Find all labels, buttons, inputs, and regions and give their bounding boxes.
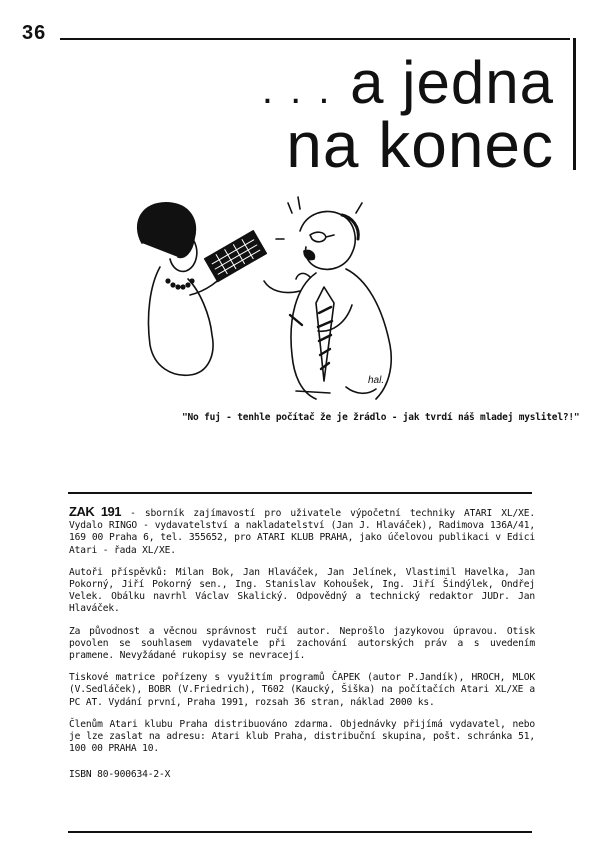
colophon-distribution: Členům Atari klubu Praha distribuováno zdarma. Objednávky přijímá vydavatel, nebo je lze zaslat na adresu: Atari klub Praha, distribuční skupina, pošt. schránka 51, 100 00 PRAHA 10. [69,718,535,755]
man-arm-left [264,281,300,293]
colophon-printing: Tiskové matrice pořízeny s využitím programů ČAPEK (autor P.Jandík), HROCH, MLOK (V.Sedláček), BOBR (V.Friedrich), T602 (Kaucký, Šiška) na počítačích Atari XL/XE a PC AT. Vydání první, Praha 1991, rozsah 36 stran, náklad 2000 ks. [69,672,535,708]
colophon-publisher [69,506,535,557]
publication-code: ZAK 191 [69,504,122,519]
woman-body [148,267,213,375]
isbn: ISBN 80-900634-2-X [69,769,171,781]
colophon-authors: Autoři příspěvků: Milan Bok, Jan Hlaváček, Jan Jelínek, Vlastimil Havelka, Jan Pokorný, Jiří Pokorný sen., Ing. Stanislav Kohoušek, Ing. Jiří Šindýlek, Ondřej Velek. Obálku navrhl Václav Skalický. Odpovědný a technický redaktor JUDr. Jan Hlaváček. [69,566,535,615]
cartoon-signature: hal. [368,375,385,386]
man-head [300,212,355,270]
colophon-top-rule [68,492,532,494]
header-rule [60,38,570,40]
title-line-2: na konec [286,109,554,181]
keyboard-icon [205,231,266,282]
cartoon-caption: "No fuj - tenhle počítač že je žrádlo - jak tvrdí náš mladej myslitel?!" [182,412,580,423]
title-text-1: a jedna [350,49,554,116]
man-hair [342,215,358,239]
title-ellipsis: . . . [261,68,333,112]
woman-hair [138,203,196,258]
colophon [69,506,535,792]
colophon-bottom-rule [68,831,532,833]
motion-lines [276,197,362,279]
man-glasses [310,232,334,242]
woman-necklace [165,278,194,289]
title-line-1 [262,48,554,117]
ground-line [296,387,376,393]
page-number: 36 [22,22,47,44]
header-side-rule [573,38,576,170]
colophon-rights: Za původnost a věcnou správnost ručí autor. Neprošlo jazykovou úpravou. Otisk povolen se souhlasem vydavatele při zachování autorských práv a s uvedením pramene. Nevyžádané rukopisy se nevracejí. [69,625,535,662]
man-mouth [304,250,314,259]
publisher-text: - sborník zajímavostí pro uživatele výpočetní techniky ATARI XL/XE. Vydalo RINGO - vydavatelství a nakladatelství (Jan J. Hlaváček), Radimova 136A/41, 169 00 Praha 6, tel. 355652, pro ATARI KLUB PRAHA, jako účelovou publikaci v Edici Atari - řada XL/XE. [69,508,535,556]
cartoon-illustration [120,195,450,405]
